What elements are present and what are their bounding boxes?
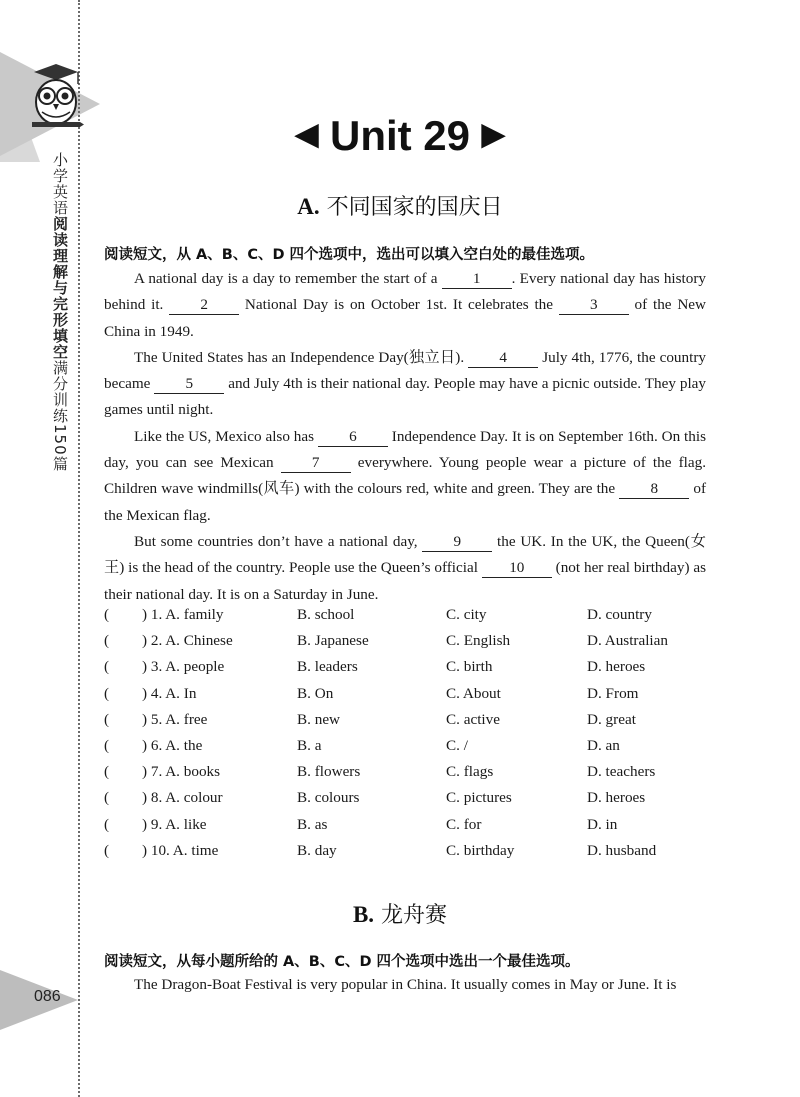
option-paren: ( (104, 632, 110, 650)
option-b: B. flowers (297, 763, 361, 781)
paragraph: Like the US, Mexico also has 6 Independence Day. It is on September 16th. On this day, you can see Mexican 7 everywhere. Young people wear a picture of the flag. Children wave windmills(风车) with the colours red, white and green. They are the 8 of the Mexican flag. (104, 427, 706, 524)
paragraph: The United States has an Independence Day(独立日). 4 July 4th, 1776, the country became 5 and July 4th is their national day. People may have a picnic outside. They play games until night. (104, 348, 707, 419)
option-c: C. city (446, 606, 487, 623)
book-title-part: 小学英语 (51, 152, 69, 216)
option-d: D. in (587, 815, 618, 833)
section-letter: B. (352, 902, 375, 927)
option-a: ) 2. A. Chinese (142, 632, 233, 650)
option-a: ) 1. A. family (142, 606, 224, 623)
option-paren: ( (104, 606, 110, 623)
left-triangle-icon: ◀ (295, 118, 319, 151)
answer-blank: 1 (442, 270, 512, 289)
option-row (104, 763, 704, 789)
option-b: B. leaders (297, 658, 358, 676)
unit-heading (0, 112, 800, 160)
option-b: B. school (297, 606, 355, 623)
right-triangle-icon: ▶ (481, 118, 505, 151)
answer-blank: 4 (468, 349, 538, 368)
option-paren: ( (104, 763, 110, 781)
answer-blank: 5 (154, 375, 224, 394)
section-b-title (0, 898, 800, 929)
option-a: ) 10. A. time (142, 841, 219, 859)
section-a-instruction: 阅读短文，从 A、B、C、D 四个选项中，选出可以填入空白处的最佳选项。 (104, 247, 595, 263)
option-d: D. heroes (587, 789, 646, 807)
option-paren: ( (104, 815, 110, 833)
section-letter: A. (297, 194, 320, 219)
option-row (104, 632, 704, 658)
answer-blank: 7 (281, 454, 351, 473)
book-title-bold: 阅读理解与完形填空 (51, 216, 69, 360)
option-d: D. heroes (587, 658, 646, 676)
option-a: ) 8. A. colour (142, 789, 223, 807)
option-b: B. Japanese (297, 632, 369, 650)
section-a-title (0, 190, 800, 221)
option-c: C. About (446, 684, 501, 702)
answer-blank: 8 (619, 480, 689, 499)
answer-blank: 6 (318, 428, 388, 447)
option-row (104, 606, 704, 632)
margin-dotted-line (78, 0, 80, 1097)
book-title-part: 篇 (51, 455, 69, 472)
option-c: C. birth (446, 658, 493, 676)
book-title-count: 150 (51, 424, 69, 456)
option-d: D. From (587, 684, 639, 702)
option-d: D. country (587, 606, 652, 623)
option-c: C. English (446, 632, 511, 650)
option-c: C. active (446, 710, 500, 728)
option-b: B. On (297, 684, 334, 702)
section-b-instruction: 阅读短文，从每小题所给的 A、B、C、D 四个选项中选出一个最佳选项。 (104, 954, 580, 970)
option-a: ) 7. A. books (142, 763, 221, 781)
option-d: D. teachers (587, 763, 656, 781)
book-title-part: 满分训练 (51, 360, 69, 424)
paragraph: But some countries don’t have a national day, 9 the UK. In the UK, the Queen(女王) is the head of the country. People use the Queen’s official 10 (not her real birthday) as their national day. It is on a Saturday in June. (104, 532, 707, 603)
option-row (104, 816, 704, 842)
answer-blank: 3 (559, 296, 629, 315)
option-c: C. pictures (446, 789, 512, 807)
option-a: ) 3. A. people (142, 658, 225, 676)
option-b: B. day (297, 841, 337, 859)
answer-blank: 2 (169, 296, 239, 315)
option-paren: ( (104, 684, 110, 702)
option-row (104, 685, 704, 711)
option-c: C. for (446, 815, 482, 833)
option-paren: ( (104, 710, 110, 728)
option-row (104, 711, 704, 737)
option-paren: ( (104, 736, 110, 754)
option-d: D. husband (587, 841, 657, 859)
answer-blank: 10 (482, 559, 552, 578)
option-d: D. an (587, 736, 620, 754)
section-title-text: 龙舟赛 (381, 903, 448, 928)
passage-b: The Dragon-Boat Festival is very popular in China. It usually comes in May or June. It is (134, 976, 677, 993)
option-a: ) 9. A. like (142, 815, 207, 833)
answer-blank: 9 (422, 533, 492, 552)
option-paren: ( (104, 789, 110, 807)
option-b: B. new (297, 710, 341, 728)
passage-a (104, 266, 706, 608)
option-c: C. flags (446, 763, 494, 781)
option-paren: ( (104, 658, 110, 676)
option-row (104, 842, 704, 868)
option-a: ) 4. A. In (142, 684, 197, 702)
section-title-text: 不同国家的国庆日 (326, 195, 503, 220)
option-paren: ( (104, 841, 110, 859)
paragraph: A national day is a day to remember the start of a 1 . Every national day has history behind it. 2 National Day is on October 1st. It celebrates the 3 of the New China in 1949. (104, 270, 707, 340)
option-c: C. birthday (446, 841, 515, 859)
option-a: ) 5. A. free (142, 710, 208, 728)
option-d: D. great (587, 710, 636, 728)
option-b: B. colours (297, 789, 360, 807)
option-c: C. / (446, 736, 468, 754)
option-d: D. Australian (587, 632, 668, 650)
options-list (104, 606, 704, 868)
option-b: B. a (297, 736, 322, 754)
option-a: ) 6. A. the (142, 736, 203, 754)
option-b: B. as (297, 815, 328, 833)
option-row (104, 737, 704, 763)
option-row (104, 789, 704, 815)
unit-title: Unit 29 (329, 112, 471, 159)
option-row (104, 658, 704, 684)
page-number: 086 (34, 988, 61, 1005)
